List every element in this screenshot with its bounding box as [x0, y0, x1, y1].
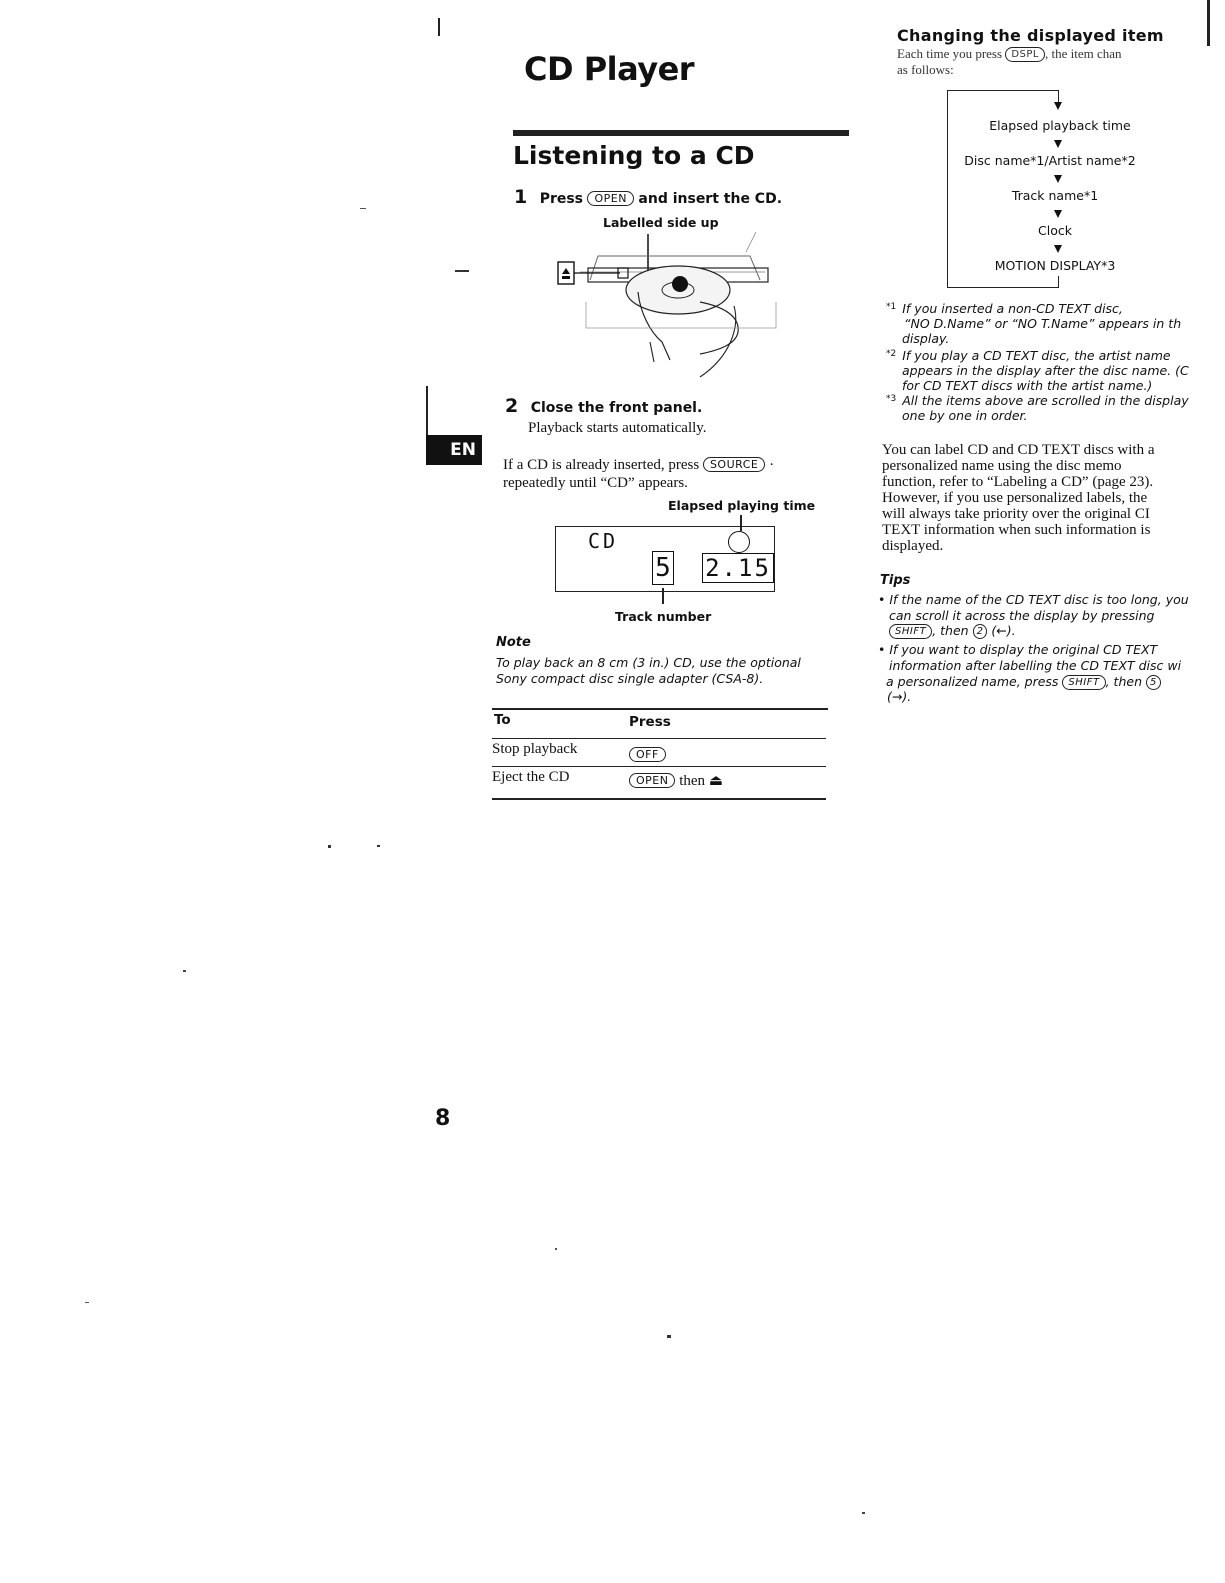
- flow-arrow: [1054, 140, 1062, 148]
- footnote-mark: *1: [886, 302, 897, 312]
- shift-button: SHIFT: [1062, 675, 1105, 690]
- paragraph-line: However, if you use personalized labels, the: [882, 490, 1148, 506]
- table-cell-after: then ⏏: [679, 773, 723, 789]
- track-leader: [662, 588, 664, 604]
- off-button: OFF: [629, 747, 666, 762]
- tips-heading: Tips: [880, 573, 911, 588]
- table-row: [492, 769, 569, 786]
- margin-tick: [438, 18, 440, 36]
- tip-1-line3: [889, 623, 1016, 639]
- dspl-button: DSPL: [1005, 47, 1045, 62]
- tip-1-line1: • If the name of the CD TEXT disc is too long, you: [878, 592, 1189, 607]
- language-tab: [426, 435, 482, 465]
- flow-arrow: [1054, 102, 1062, 110]
- footnote-line: All the items above are scrolled in the display: [902, 393, 1189, 408]
- section-rule: [513, 130, 849, 136]
- footnote-line: appears in the display after the disc name. (C: [902, 363, 1189, 378]
- tip-1-line1-text: If the name of the CD TEXT disc is too long, you: [889, 592, 1189, 607]
- key-2-button: 2: [973, 624, 988, 639]
- tip-2-line2-text: information after labelling the CD TEXT disc wi: [889, 658, 1182, 673]
- step-2-number: 2: [505, 395, 519, 417]
- paragraph-line: displayed.: [882, 538, 944, 554]
- paragraph-line: will always take priority over the original CI: [882, 506, 1150, 522]
- footnote-line: “NO D.Name” or “NO T.Name” appears in th: [904, 316, 1182, 331]
- flow-arrow: [1054, 245, 1062, 253]
- footnote-line: for CD TEXT discs with the artist name.): [902, 378, 1153, 393]
- step-1-number: 1: [514, 186, 528, 208]
- scan-speck: [555, 1248, 557, 1250]
- footnote-line: If you play a CD TEXT disc, the artist name: [902, 348, 1171, 363]
- right-intro: [897, 46, 1122, 78]
- flow-item-elapsed: Elapsed playback time: [989, 118, 1131, 133]
- flow-arrow: [1054, 175, 1062, 183]
- flow-item-clock: Clock: [1038, 223, 1072, 238]
- lcd-track-number: 5: [652, 551, 674, 585]
- right-edge-mark: [1207, 0, 1210, 46]
- cd-insert-illustration: [550, 232, 790, 382]
- paragraph-line: TEXT information when such information is: [882, 522, 1151, 538]
- scan-speck: [328, 845, 331, 848]
- table-cell-action: Eject the CD: [492, 769, 570, 785]
- paragraph-line: You can label CD and CD TEXT discs with a: [882, 442, 1155, 458]
- tip-2-line3: [886, 674, 1161, 690]
- language-tab-label: EN: [450, 440, 476, 460]
- footnote-2: [886, 347, 1216, 393]
- source-button: SOURCE: [703, 457, 765, 472]
- elapsed-time-label: Elapsed playing time: [668, 498, 816, 513]
- right-paragraph: [882, 442, 1154, 554]
- lcd-cd-text: CD: [588, 529, 619, 553]
- right-intro-line1: Each time you press: [897, 46, 1003, 61]
- scan-speck: [667, 1335, 671, 1338]
- step-2-body: Playback starts automatically.: [528, 420, 707, 436]
- table-row-rule: [492, 766, 826, 767]
- flow-bottom-up: [1058, 276, 1059, 288]
- footnote-mark: *3: [886, 394, 897, 404]
- page-title: CD Player: [524, 50, 695, 88]
- track-number-label: Track number: [615, 609, 712, 624]
- scan-speck: [183, 970, 186, 972]
- open-button: OPEN: [587, 191, 633, 206]
- table-row: [492, 741, 577, 758]
- scan-speck: [360, 208, 366, 209]
- right-heading: Changing the displayed item: [897, 26, 1164, 45]
- key-5-button: 5: [1146, 675, 1161, 690]
- paragraph-line: personalized name using the disc memo: [882, 458, 1122, 474]
- footnote-line: If you inserted a non-CD TEXT disc,: [902, 301, 1123, 316]
- table-cell-press: [629, 744, 666, 763]
- source-note: If a CD is already inserted, press SOURCE · repeatedly until “CD” appears.: [503, 457, 775, 491]
- scan-speck: [455, 270, 469, 272]
- step-2: [505, 395, 702, 417]
- lcd-disc-icon: [728, 531, 750, 553]
- right-intro-line2: as follows:: [897, 62, 954, 77]
- note-line2: Sony compact disc single adapter (CSA-8).: [496, 671, 764, 686]
- scan-speck: [862, 1512, 865, 1514]
- step-1-text-after: and insert the CD.: [638, 191, 783, 207]
- right-intro-line1-after: , the item chan: [1044, 46, 1122, 61]
- lcd-elapsed-time: 2.15: [702, 553, 774, 583]
- flow-top-down: [1058, 90, 1059, 102]
- source-note-line1: If a CD is already inserted, press: [503, 457, 700, 473]
- footnote-line: one by one in order.: [902, 408, 1028, 423]
- footnote-line: display.: [902, 331, 950, 346]
- table-header-rule: [492, 738, 826, 739]
- tip-2-line2: [889, 658, 1181, 673]
- footnote-1: [886, 300, 1216, 346]
- figure-1-label: Labelled side up: [603, 215, 719, 230]
- tip-2-line1: • If you want to display the original CD TEXT: [878, 642, 1158, 657]
- tip-2-line4-text: (→).: [887, 689, 912, 704]
- table-top-rule: [492, 708, 828, 710]
- tip-2-mid: , then: [1105, 674, 1142, 689]
- flow-item-track-name: Track name*1: [1011, 188, 1099, 203]
- tip-1-line2-text: can scroll it across the display by pressing: [889, 608, 1155, 623]
- note-heading: Note: [496, 635, 531, 650]
- tip-2-line4: [887, 689, 911, 704]
- table-cell-press: [629, 771, 723, 790]
- elapsed-leader: [740, 515, 742, 531]
- footnote-3: [886, 392, 1216, 423]
- tip-2-line3-text: a personalized name, press: [886, 674, 1059, 689]
- table-header-press: Press: [629, 714, 671, 730]
- source-note-line2: repeatedly until “CD” appears.: [503, 475, 688, 491]
- step-1: [514, 186, 782, 208]
- table-bottom-rule: [492, 798, 826, 800]
- flow-item-motion-display: MOTION DISPLAY*3: [994, 258, 1116, 273]
- tip-1-mid: , then: [932, 623, 969, 638]
- table-cell-action: Stop playback: [492, 741, 578, 757]
- tip-1-line2: [889, 608, 1154, 623]
- flow-arrow: [1054, 210, 1062, 218]
- flow-item-disc-artist: Disc name*1/Artist name*2: [964, 153, 1136, 168]
- scan-speck: [85, 1302, 89, 1303]
- note-line1: To play back an 8 cm (3 in.) CD, use the optional: [496, 655, 801, 670]
- paragraph-line: function, refer to “Labeling a CD” (page 23).: [882, 474, 1154, 490]
- shift-button: SHIFT: [889, 624, 932, 639]
- page-number: 8: [435, 1106, 451, 1131]
- lcd-display: [555, 526, 775, 592]
- scan-speck: [377, 845, 380, 847]
- table-header-to: To: [494, 712, 511, 728]
- tip-1-end: (←).: [991, 623, 1016, 638]
- step-2-title: Close the front panel.: [530, 400, 703, 416]
- note-body: [496, 655, 801, 687]
- step-1-text-before: Press: [539, 191, 584, 207]
- open-button: OPEN: [629, 773, 675, 788]
- section-title: Listening to a CD: [513, 141, 755, 170]
- footnote-mark: *2: [886, 349, 897, 359]
- tip-2-line1-text: If you want to display the original CD TEXT: [889, 642, 1158, 657]
